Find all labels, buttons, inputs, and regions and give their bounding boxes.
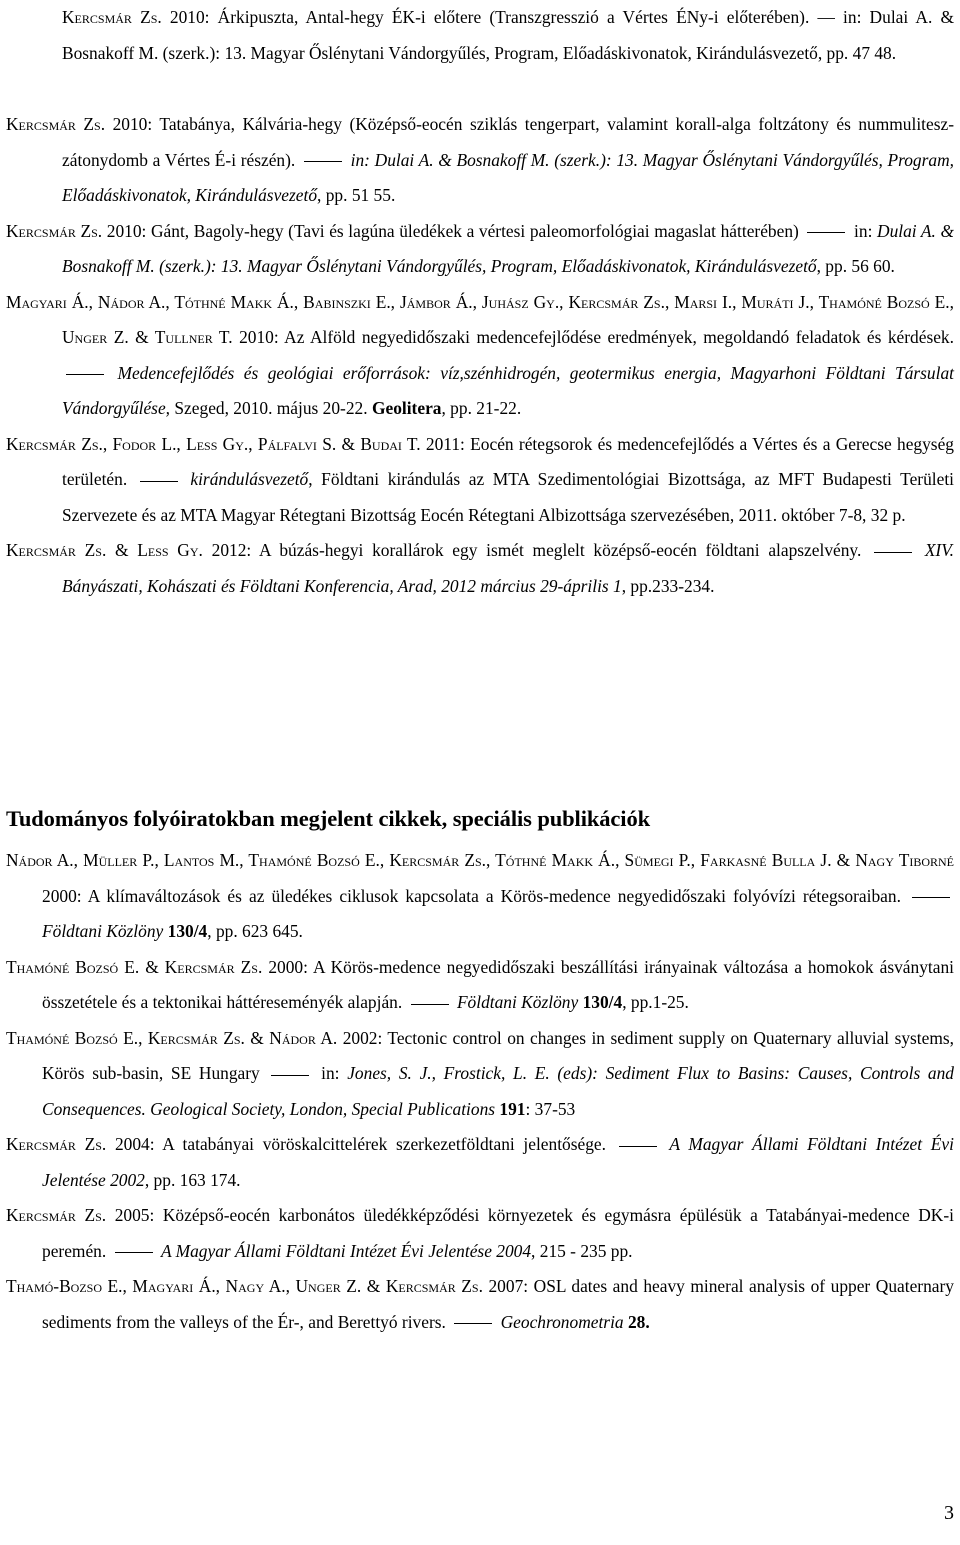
ref-authors: Kercsmár Zs. bbox=[6, 1205, 107, 1225]
ref-pages: , pp. 51 55. bbox=[317, 185, 396, 205]
ref-title: 2010: Tatabánya, Kálvária-hegy (Középső-eocén sziklás tengerpart, valamint korall-alga foltzátony és nummulitesz-zátonydomb a Vértes É-i részén). bbox=[62, 114, 954, 170]
ref-authors: Kercsmár Zs. bbox=[62, 7, 170, 27]
ref-source: in: Dulai A. & Bosnakoff M. (szerk.): 13. Magyar Őslénytani Vándorgyűlés, Program, Előadáskivonatok, Kirándulásvezető bbox=[62, 149, 954, 205]
ref-journal: Földtani Közlöny bbox=[456, 992, 579, 1012]
ref-authors: Magyari Á., Nádor A., Tóthné Makk Á., Babinszki E., Jámbor Á., Juhász Gy., Kercsmár Zs., Marsi I., Muráti J., Thamóné Bozsó E., Unger Z. & Tullner T. bbox=[6, 291, 954, 347]
ref-title: 2007: OSL dates and heavy mineral analysis of upper Quaternary sediments from the valleys of the Ér-, and Berettyó rivers. bbox=[42, 1276, 954, 1332]
ref-pages: , pp. 623 645. bbox=[207, 921, 303, 941]
ref-title: 2012: A búzás-hegyi korallárok egy ismét meglelt középső-eocén földtani alapszelvény. bbox=[211, 540, 862, 560]
ref-authors: Kercsmár Zs. bbox=[6, 114, 106, 134]
ref-pages: , 215 - 235 pp. bbox=[531, 1240, 633, 1261]
reference-entry bbox=[6, 1127, 954, 1198]
ref-journal: Geochronometria bbox=[500, 1311, 624, 1332]
ref-title: 2011: Eocén rétegsorok és medencefejlődés a Vértes és a Gerecse hegység területén. bbox=[62, 433, 954, 489]
reference-list-journals bbox=[6, 843, 954, 1340]
reference-entry bbox=[6, 1021, 954, 1128]
ref-pages: : 37-53 bbox=[525, 1098, 576, 1119]
ref-source: Jones, S. J., Frostick, L. E. (eds): Sediment Flux to Basins: Causes, Controls and Consequences. Geological Society, London, Special Publications bbox=[42, 1063, 955, 1119]
ref-journal: Geolitera bbox=[371, 398, 442, 418]
reference-entry bbox=[6, 427, 954, 534]
ref-authors: Thamóné Bozsó E., Kercsmár Zs. & Nádor A. bbox=[6, 1027, 338, 1048]
ref-source: XIV. Bányászati, Kohászati és Földtani Konferencia, Arad, 2012 március 29-április 1 bbox=[62, 540, 954, 596]
reference-entry bbox=[6, 950, 954, 1021]
ref-journal: A Magyar Állami Földtani Intézet Évi Jelentése 2002 bbox=[42, 1134, 954, 1190]
ref-journal: Földtani Közlöny bbox=[42, 921, 164, 941]
ref-authors: Thamóné Bozsó E. & Kercsmár Zs. bbox=[6, 956, 263, 977]
ref-source: Medencefejlődés és geológiai erőforrások: víz,szénhidrogén, geotermikus energia, Magyarhoni Földtani Társulat Vándorgyűlése, bbox=[62, 362, 954, 418]
ref-volume: 130/4 bbox=[167, 921, 208, 941]
ref-title: 2000: A klímaváltozások és az üledékes ciklusok kapcsolata a Körös-medence negyedidőszaki folyóvízi rétegsoraiban. bbox=[42, 885, 901, 906]
ref-source-prefix: in: bbox=[321, 1063, 340, 1083]
reference-list-conference-2 bbox=[6, 107, 954, 604]
reference-entry bbox=[6, 843, 954, 950]
ref-title: 2010: Gánt, Bagoly-hegy (Tavi és lagúna üledékek a vértesi paleomorfológiai magaslat hátterében) bbox=[106, 220, 799, 241]
ref-body: 2010: Árkipuszta, Antal-hegy ÉK-i előtere (Transzgresszió a Vértes ÉNy-i előterében). — in: Dulai A. & Bosnakoff M. (szerk.): 13. Magyar Őslénytani Vándorgyűlés, Program, Előadáskivonatok, Kirándulásvezető, pp. 47 48. bbox=[62, 7, 954, 63]
reference-entry bbox=[6, 285, 954, 427]
reference-list-conference bbox=[62, 0, 954, 71]
reference-entry bbox=[6, 1198, 954, 1269]
ref-title: 2005: Középső-eocén karbonátos üledékképződési környezetek és egymásra épülésük a Tatabányai-medence DK-i peremén. bbox=[42, 1205, 954, 1261]
ref-title: 2004: A tatabányai vöröskalcittelérek szerkezetföldtani jelentősége. bbox=[114, 1134, 606, 1154]
ref-pages: , pp. 21-22. bbox=[441, 398, 522, 418]
ref-pages: , pp.233-234. bbox=[621, 575, 715, 596]
ref-volume: 130/4 bbox=[582, 992, 623, 1012]
ref-authors: Kercsmár Zs. bbox=[6, 1134, 107, 1154]
reference-entry bbox=[6, 214, 954, 285]
reference-entry bbox=[6, 107, 954, 214]
ref-title: 2002: Tectonic control on changes in sediment supply on Quaternary alluvial systems, Körös sub-basin, SE Hungary bbox=[42, 1027, 954, 1083]
reference-entry bbox=[6, 533, 954, 604]
section-heading: Tudományos folyóiratokban megjelent cikkek, speciális publikációk bbox=[6, 806, 651, 831]
ref-authors: Kercsmár Zs., Fodor L., Less Gy., Pálfalvi S. & Budai T. bbox=[6, 433, 421, 454]
ref-authors: Kercsmár Zs. bbox=[6, 220, 103, 241]
ref-authors: Thamó-Bozso E., Magyari Á., Nagy A., Unger Z. & Kercsmár Zs. bbox=[6, 1276, 483, 1296]
ref-pages: , pp. 56 60. bbox=[816, 256, 895, 276]
ref-title: 2010: Az Alföld negyedidőszaki medencefejlődése eredmények, megoldandó feladatok és kérdések. bbox=[239, 327, 954, 347]
ref-source: Dulai A. & Bosnakoff M. (szerk.): 13. Magyar Őslénytani Vándorgyűlés, Program, Előadáskivonatok, Kirándulásvezető bbox=[62, 220, 955, 276]
ref-authors: Kercsmár Zs. & Less Gy. bbox=[6, 540, 203, 560]
ref-authors: Nádor A., Müller P., Lantos M., Thamóné Bozsó E., Kercsmár Zs., Tóthné Makk Á., Sümegi P., Farkasné Bulla J. & Nagy Tiborné bbox=[6, 850, 954, 870]
ref-tail: , Földtani kirándulás az MTA Szedimentológiai Bizottsága, az MFT Budapesti Területi Szervezete és az MTA Magyar Rétegtani Bizottság Eocén Rétegtani Albizottsága szervezésében, 2011. október 7-8, 32 p. bbox=[62, 469, 954, 525]
ref-volume: 28. bbox=[627, 1311, 650, 1332]
ref-title: 2000: A Körös-medence negyedidőszaki beszállítási irányainak változása a homokok ásványtani összetétele és a tektonikai háttéreseményék alapján. bbox=[42, 956, 954, 1012]
ref-event: Szeged, 2010. május 20-22. bbox=[174, 398, 368, 418]
ref-volume: 191 bbox=[499, 1098, 526, 1119]
ref-source-prefix: in: bbox=[854, 220, 873, 241]
ref-pages: , pp.1-25. bbox=[622, 992, 689, 1012]
ref-pages: , pp. 163 174. bbox=[144, 1169, 241, 1190]
reference-entry bbox=[62, 0, 954, 71]
ref-source: kirándulásvezető bbox=[190, 469, 309, 489]
ref-journal: A Magyar Állami Földtani Intézet Évi Jelentése 2004 bbox=[160, 1240, 532, 1261]
ref-continuation bbox=[62, 7, 954, 63]
reference-entry bbox=[6, 1269, 954, 1340]
page-number: 3 bbox=[944, 1502, 954, 1524]
